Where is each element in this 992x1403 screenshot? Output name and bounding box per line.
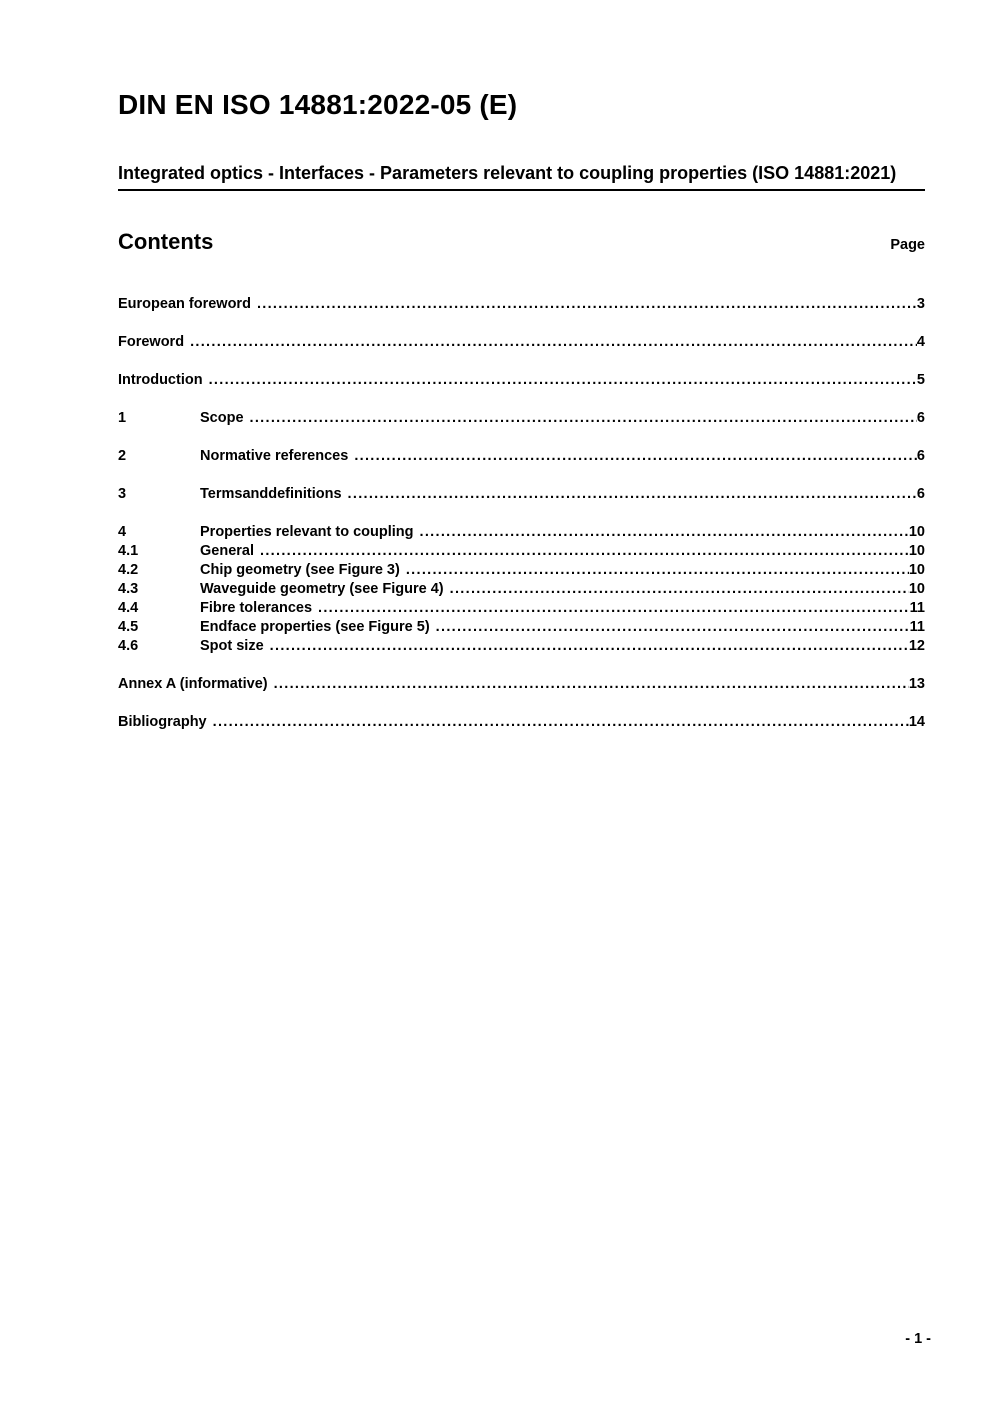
toc-dot-leader xyxy=(257,295,917,314)
document-title: DIN EN ISO 14881:2022-05 (E) xyxy=(118,89,518,120)
toc-entry[interactable] xyxy=(118,618,925,637)
toc-entry-label[interactable]: Foreword xyxy=(118,334,185,350)
toc-entry-page: 10 xyxy=(908,543,925,559)
page-column-label: Page xyxy=(890,237,925,253)
toc-entry[interactable] xyxy=(118,599,925,618)
toc-entry-number: 4.1 xyxy=(118,543,139,559)
toc-entry-number: 4 xyxy=(118,524,127,540)
toc-entry-number: 4.3 xyxy=(118,581,139,597)
toc-entry-page: 13 xyxy=(908,676,925,692)
toc-entry[interactable] xyxy=(118,675,925,694)
document-subtitle: Integrated optics - Interfaces - Parameters relevant to coupling properties (ISO 14881:2021) xyxy=(118,163,897,183)
toc-entry[interactable] xyxy=(118,580,925,599)
toc-dot-leader xyxy=(406,561,909,580)
toc-entry[interactable] xyxy=(118,713,925,732)
toc-entry-page: 11 xyxy=(909,619,925,635)
toc-entry-label[interactable]: Termsanddefinitions xyxy=(200,486,342,502)
contents-header-row xyxy=(118,229,925,255)
toc-entry-page: 10 xyxy=(908,562,925,578)
toc-dot-leader xyxy=(260,542,909,561)
toc-entry-number: 4.6 xyxy=(118,638,139,654)
toc-entry[interactable] xyxy=(118,409,925,428)
toc-entry-label[interactable]: Fibre tolerances xyxy=(200,600,313,616)
toc-entry-label[interactable]: Annex A (informative) xyxy=(118,676,268,692)
toc-dot-leader xyxy=(213,713,909,732)
toc-entry-number: 3 xyxy=(118,486,127,502)
header-rule-divider xyxy=(118,189,925,191)
toc-entry[interactable] xyxy=(118,542,925,561)
table-of-contents xyxy=(118,295,925,732)
toc-dot-leader xyxy=(209,371,917,390)
toc-entry-label[interactable]: Spot size xyxy=(200,638,264,654)
toc-entry[interactable] xyxy=(118,447,925,466)
toc-dot-leader xyxy=(348,485,917,504)
toc-entry-page: 5 xyxy=(916,372,925,388)
toc-entry-label[interactable]: General xyxy=(200,543,254,559)
toc-entry[interactable] xyxy=(118,561,925,580)
toc-dot-leader xyxy=(318,599,910,618)
toc-entry-label[interactable]: Chip geometry (see Figure 3) xyxy=(200,562,400,578)
toc-dot-leader xyxy=(270,637,909,656)
toc-dot-leader xyxy=(354,447,917,466)
toc-entry-label[interactable]: Endface properties (see Figure 5) xyxy=(200,619,430,635)
toc-entry-label[interactable]: Bibliography xyxy=(118,714,207,730)
toc-entry-label[interactable]: Normative references xyxy=(200,448,349,464)
toc-entry-label[interactable]: Scope xyxy=(200,410,244,426)
page-number-footer: - 1 - xyxy=(905,1331,931,1347)
toc-entry-page: 12 xyxy=(908,638,925,654)
toc-entry[interactable] xyxy=(118,523,925,542)
contents-heading: Contents xyxy=(118,229,214,254)
toc-entry-page: 10 xyxy=(908,581,925,597)
toc-dot-leader xyxy=(420,523,909,542)
toc-dot-leader xyxy=(250,409,917,428)
toc-entry[interactable] xyxy=(118,295,925,314)
toc-entry-page: 14 xyxy=(908,714,925,730)
toc-entry-number: 4.2 xyxy=(118,562,139,578)
toc-entry-number: 1 xyxy=(118,410,127,426)
toc-entry-page: 6 xyxy=(916,486,925,502)
toc-entry-page: 10 xyxy=(908,524,925,540)
toc-entry-label[interactable]: Properties relevant to coupling xyxy=(200,524,414,540)
toc-entry[interactable] xyxy=(118,371,925,390)
toc-entry-label[interactable]: European foreword xyxy=(118,296,251,312)
toc-dot-leader xyxy=(436,618,910,637)
toc-entry-label[interactable]: Waveguide geometry (see Figure 4) xyxy=(200,581,444,597)
toc-entry-number: 4.5 xyxy=(118,619,139,635)
toc-entry-label[interactable]: Introduction xyxy=(118,372,203,388)
toc-dot-leader xyxy=(190,333,917,352)
toc-entry-page: 6 xyxy=(916,448,925,464)
toc-dot-leader xyxy=(450,580,909,599)
toc-entry-page: 4 xyxy=(916,334,925,350)
toc-entry-page: 3 xyxy=(916,296,925,312)
toc-entry-number: 2 xyxy=(118,448,127,464)
toc-entry[interactable] xyxy=(118,333,925,352)
toc-dot-leader xyxy=(274,675,909,694)
toc-entry-number: 4.4 xyxy=(118,600,139,616)
toc-entry-page: 11 xyxy=(909,600,925,616)
toc-entry[interactable] xyxy=(118,485,925,504)
toc-entry[interactable] xyxy=(118,637,925,656)
toc-entry-page: 6 xyxy=(916,410,925,426)
